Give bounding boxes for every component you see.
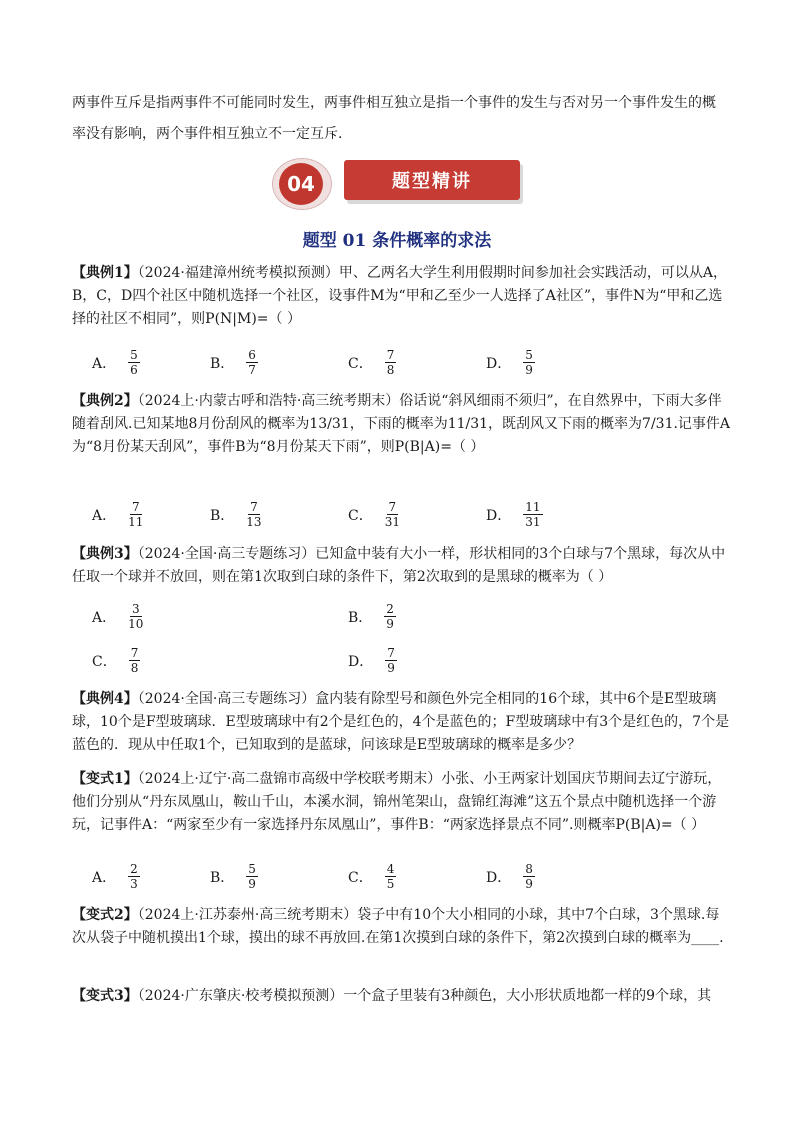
variant-2-text: 袋子中有10个大小相同的小球，其中7个白球，3个黑球.每次从袋子中随机摸出1个球，摸出的球不再放回.在第1次摸到白球的条件下，第2次摸到白球的概率为____.: [72, 907, 724, 946]
variant-3: [72, 985, 732, 1008]
example-1: [72, 262, 732, 331]
option: A． $\frac{2}{3}$: [92, 862, 138, 891]
variant-3-tag: 【变式3】: [72, 988, 138, 1004]
variant-1-text: 小张、小王两家计划国庆节期间去辽宁游玩，他们分别从“丹东凤凰山，鞍山千山，本溪水洞，锦州笔架山，盘锦红海滩”这五个景点中随机选择一个游玩，记事件A：“两家至少有一家选择丹东凤凰山”，事件B：“两家选择景点不同”.则概率P(B|A)=（ ）: [72, 771, 722, 833]
variant-1: [72, 768, 732, 837]
example-3-source: （2024·全国·高三专题练习）: [137, 546, 316, 562]
example-2-text: 俗话说“斜风细雨不须归”，在自然界中，下雨大多伴随着刮风.已知某地8月份刮风的概率为13/31，下雨的概率为11/31，既刮风又下雨的概率为7/31.记事件A为“8月份某天刮风”，事件B为“8月份某天下雨”，则P(B|A)=（ ）: [72, 393, 731, 455]
option: D． $\frac{5}{9}$: [486, 348, 533, 377]
option: D． $\frac{11}{31}$: [486, 500, 541, 529]
variant-3-source: （2024·广东肇庆·校考模拟预测）: [137, 988, 344, 1004]
example-4-text: 盒内装有除型号和颜色外完全相同的16个球，其中6个是E型玻璃球，10个是F型玻璃球．E型玻璃球中有2个是红色的，4个是蓝色的；F型玻璃球中有3个是红色的，7个是蓝色的．现从中任取1个，已知取到的是蓝球，问该球是E型玻璃球的概率是多少？: [72, 691, 730, 753]
option: C． $\frac{7}{8}$: [92, 646, 139, 675]
option: D． $\frac{8}{9}$: [486, 862, 533, 891]
banner-badge: [272, 158, 332, 210]
intro-paragraph: [72, 92, 732, 146]
example-1-text: 甲、乙两名大学生利用假期时间参加社会实践活动，可以从A，B，C，D四个社区中随机选择一个社区，设事件M为“甲和乙至少一人选择了A社区”，事件N为“甲和乙选择的社区不相同”，则P(N|M)=（ ）: [72, 265, 727, 327]
variant-2-tag: 【变式2】: [72, 907, 138, 923]
option: B． $\frac{7}{13}$: [210, 500, 262, 529]
example-2: [72, 390, 732, 459]
option: A． $\frac{7}{11}$: [92, 500, 144, 529]
variant-2-source: （2024上·江苏泰州·高三统考期末）: [137, 907, 358, 923]
example-2-source: （2024上·内蒙古呼和浩特·高三统考期末）: [137, 393, 400, 409]
section-title: 题型 01 条件概率的求法: [302, 231, 492, 251]
example-2-tag: 【典例2】: [72, 393, 138, 409]
example-3: [72, 543, 732, 589]
example-4-tag: 【典例4】: [72, 691, 138, 707]
option: C． $\frac{7}{31}$: [348, 500, 400, 529]
intro-line-2: 率没有影响，两个事件相互独立不一定互斥.: [72, 126, 343, 142]
banner-label: 题型精讲: [344, 160, 520, 200]
option: A． $\frac{3}{10}$: [92, 602, 144, 631]
example-3-tag: 【典例3】: [72, 546, 138, 562]
example-4: [72, 688, 732, 757]
example-1-source: （2024·福建漳州统考模拟预测）: [137, 265, 339, 281]
section-banner: [272, 158, 524, 212]
variant-1-tag: 【变式1】: [72, 771, 138, 787]
option: A． $\frac{5}{6}$: [92, 348, 138, 377]
intro-line-1: 两事件互斥是指两事件不可能同时发生，两事件相互独立是指一个事件的发生与否对另一个事件发生的概: [72, 95, 716, 111]
example-1-tag: 【典例1】: [72, 265, 138, 281]
banner-number: 04: [279, 163, 323, 205]
option: B． $\frac{5}{9}$: [210, 862, 256, 891]
example-3-text: 已知盒中装有大小一样，形状相同的3个白球与7个黑球，每次从中任取一个球并不放回，则在第1次取到白球的条件下，第2次取到的是黑球的概率为（ ）: [72, 546, 726, 585]
variant-3-text: 一个盒子里装有3种颜色，大小形状质地都一样的9个球，其: [343, 988, 712, 1004]
example-4-source: （2024·全国·高三专题练习）: [137, 691, 316, 707]
variant-1-source: （2024上·辽宁·高二盘锦市高级中学校联考期末）: [137, 771, 442, 787]
option: B． $\frac{2}{9}$: [348, 602, 394, 631]
option: B． $\frac{6}{7}$: [210, 348, 256, 377]
option: C． $\frac{7}{8}$: [348, 348, 395, 377]
variant-2: [72, 904, 732, 950]
option: C． $\frac{4}{5}$: [348, 862, 395, 891]
option: D． $\frac{7}{9}$: [348, 646, 395, 675]
